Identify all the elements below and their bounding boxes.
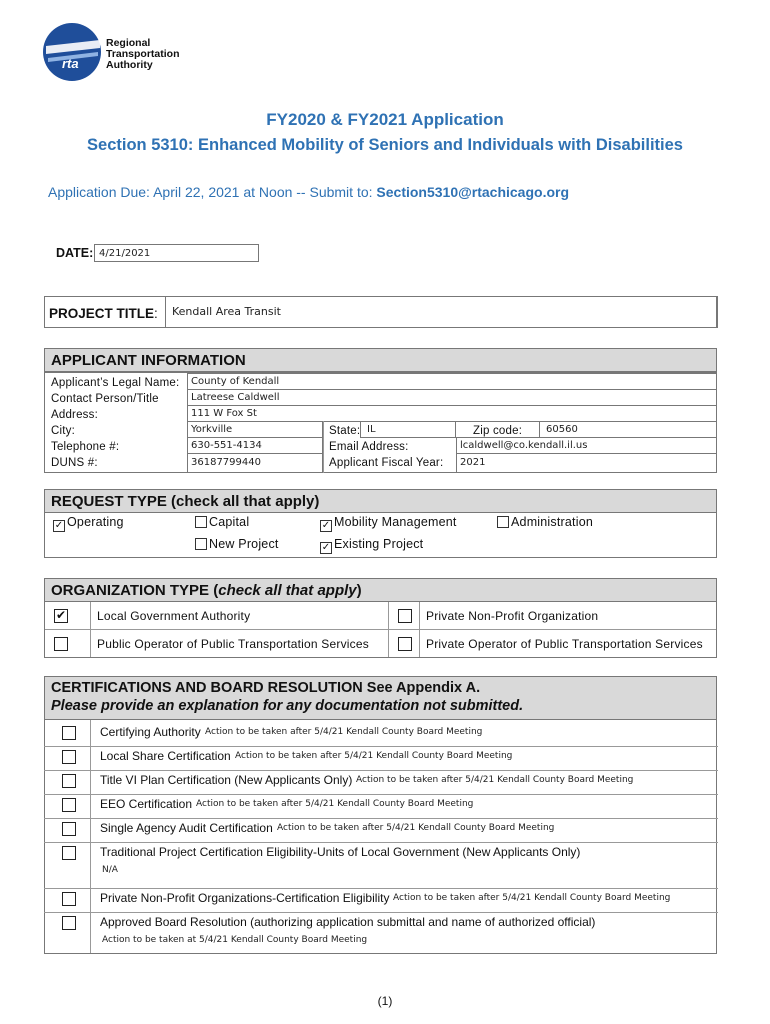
rta-logo-mark: rta — [62, 56, 79, 71]
cert-checkbox[interactable] — [62, 916, 76, 930]
cert-row — [44, 746, 718, 771]
cert-label: Title VI Plan Certification (New Applicants Only) — [100, 773, 353, 787]
local-gov-label: Local Government Authority — [97, 609, 251, 623]
cert-checkbox[interactable] — [62, 750, 76, 764]
zip-field[interactable]: 60560 — [539, 421, 717, 438]
cert-note-field[interactable]: Action to be taken after 5/4/21 Kendall County Board Meeting — [235, 751, 513, 761]
address-field[interactable]: 111 W Fox St — [187, 405, 717, 422]
legal-name-field[interactable]: County of Kendall — [187, 373, 717, 390]
col-divider — [90, 602, 91, 657]
rta-logo — [42, 22, 192, 82]
cert-row — [44, 818, 718, 843]
duns-label: DUNS #: — [51, 457, 98, 469]
cert-label: Local Share Certification — [100, 749, 231, 763]
private-nonprofit-label: Private Non-Profit Organization — [426, 609, 599, 623]
cert-checkbox[interactable] — [62, 798, 76, 812]
cert-label: Single Agency Audit Certification — [100, 821, 273, 835]
cert-checkbox[interactable] — [62, 726, 76, 740]
logo-line2: Transportation — [106, 48, 180, 60]
cert-checkbox[interactable] — [62, 892, 76, 906]
cert-row — [44, 912, 718, 954]
cert-note-field[interactable]: Action to be taken after 5/4/21 Kendall County Board Meeting — [196, 799, 474, 809]
phone-label: Telephone #: — [51, 441, 120, 453]
state-field[interactable]: IL — [360, 421, 456, 438]
certs-header-line1: CERTIFICATIONS AND BOARD RESOLUTION See Appendix A. — [51, 680, 481, 696]
capital-checkbox[interactable] — [195, 516, 207, 528]
fiscal-field[interactable]: 2021 — [456, 453, 717, 473]
col-divider — [419, 602, 420, 657]
address-label: Address: — [51, 409, 98, 421]
cert-label: Traditional Project Certification Eligibility-Units of Local Government (New Applicants Only) — [100, 845, 581, 859]
due-line — [48, 184, 569, 200]
new-project-option[interactable]: New Project — [195, 537, 279, 551]
phone-field[interactable]: 630-551-4134 — [187, 437, 323, 454]
private-operator-label: Private Operator of Public Transportation Services — [426, 637, 703, 651]
cert-label: EEO Certification — [100, 797, 193, 811]
org-body — [44, 602, 717, 658]
administration-option[interactable]: Administration — [497, 515, 593, 529]
logo-line3: Authority — [106, 59, 153, 71]
email-label: Email Address: — [329, 441, 409, 453]
cert-row — [44, 888, 718, 913]
cert-note-field[interactable]: N/A — [102, 865, 118, 875]
mobility-checkbox[interactable]: ✓ — [321, 520, 331, 531]
col-divider — [388, 602, 389, 657]
existing-project-option[interactable]: ✓ Existing Project — [321, 537, 424, 553]
cert-checkbox[interactable] — [62, 822, 76, 836]
city-label: City: — [51, 425, 75, 437]
contact-label: Contact Person/Title — [51, 393, 159, 405]
cert-row — [44, 842, 718, 889]
city-field[interactable]: Yorkville — [187, 421, 323, 438]
date-field[interactable]: 4/21/2021 — [94, 244, 259, 262]
project-title-box — [44, 296, 717, 328]
request-header: REQUEST TYPE (check all that apply) — [44, 489, 717, 513]
zip-label: Zip code: — [473, 425, 523, 437]
cert-row — [44, 722, 718, 747]
private-nonprofit-checkbox[interactable] — [398, 609, 412, 623]
certs-header-line2: Please provide an explanation for any documentation not submitted. — [51, 698, 524, 714]
mobility-option[interactable]: ✓ Mobility Management — [321, 515, 457, 531]
operating-option[interactable]: ✓ Operating — [54, 515, 124, 531]
cert-label: Certifying Authority — [100, 725, 201, 739]
form-title: FY2020 & FY2021 Application — [266, 110, 504, 129]
due-text: Application Due: April 22, 2021 at Noon -- Submit to: — [48, 184, 377, 200]
operating-checkbox[interactable]: ✓ — [54, 520, 64, 531]
cert-note-field[interactable]: Action to be taken after 5/4/21 Kendall County Board Meeting — [356, 775, 634, 785]
cert-note-field[interactable]: Action to be taken after 5/4/21 Kendall County Board Meeting — [393, 893, 671, 903]
existing-project-checkbox[interactable]: ✓ — [321, 542, 331, 553]
public-operator-label: Public Operator of Public Transportation Services — [97, 637, 369, 651]
org-header: ORGANIZATION TYPE (check all that apply) — [44, 578, 717, 602]
submit-email-link[interactable]: Section5310@rtachicago.org — [376, 184, 570, 200]
request-body — [44, 513, 717, 558]
cert-checkbox[interactable] — [62, 774, 76, 788]
cert-label: Approved Board Resolution (authorizing application submittal and name of authorized official) — [100, 915, 596, 929]
contact-field[interactable]: Latreese Caldwell — [187, 389, 717, 406]
page-number: (1) — [377, 994, 393, 1008]
logo-line1: Regional — [106, 37, 151, 49]
row-divider — [45, 629, 716, 630]
local-gov-checkbox[interactable]: ✔ — [55, 608, 67, 622]
divider — [323, 421, 324, 473]
email-field[interactable]: lcaldwell@co.kendall.il.us — [456, 437, 717, 454]
administration-checkbox[interactable] — [497, 516, 509, 528]
cert-checkbox[interactable] — [62, 846, 76, 860]
public-operator-checkbox[interactable] — [54, 637, 68, 651]
certs-header — [44, 676, 717, 720]
new-project-checkbox[interactable] — [195, 538, 207, 550]
form-subtitle: Section 5310: Enhanced Mobility of Seniors and Individuals with Disabilities — [87, 136, 683, 154]
capital-option[interactable]: Capital — [195, 515, 249, 529]
applicant-grid — [44, 372, 717, 473]
cert-label: Private Non-Profit Organizations-Certification Eligibility — [100, 891, 390, 905]
cert-note-field[interactable]: Action to be taken at 5/4/21 Kendall County Board Meeting — [102, 935, 368, 945]
legal-name-label: Applicant’s Legal Name: — [51, 377, 180, 389]
cert-row — [44, 770, 718, 795]
cert-row — [44, 794, 718, 819]
state-label: State: — [329, 425, 361, 437]
fiscal-label: Applicant Fiscal Year: — [329, 457, 444, 469]
project-title-label: PROJECT TITLE: — [49, 306, 158, 321]
project-title-field[interactable]: Kendall Area Transit — [165, 296, 718, 328]
cert-note-field[interactable]: Action to be taken after 5/4/21 Kendall County Board Meeting — [205, 727, 483, 737]
applicant-header: APPLICANT INFORMATION — [44, 348, 717, 372]
private-operator-checkbox[interactable] — [398, 637, 412, 651]
date-label: DATE: — [56, 246, 94, 260]
cert-note-field[interactable]: Action to be taken after 5/4/21 Kendall County Board Meeting — [277, 823, 555, 833]
rta-logo-icon — [42, 22, 104, 84]
duns-field[interactable]: 36187799440 — [187, 453, 323, 473]
